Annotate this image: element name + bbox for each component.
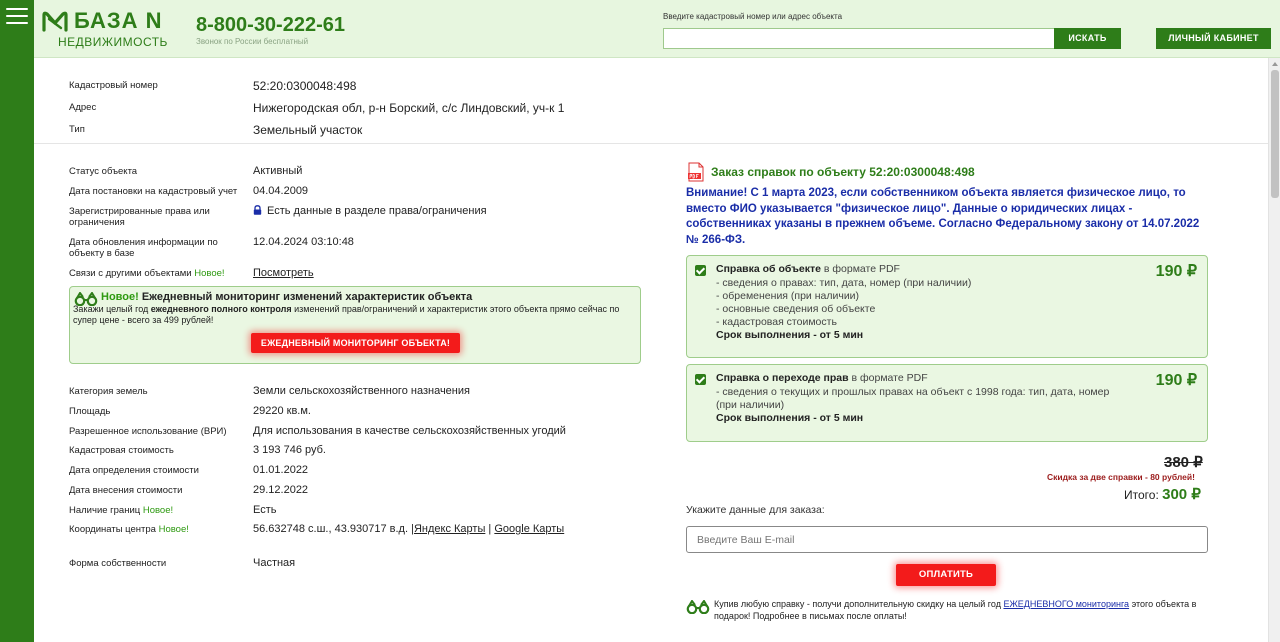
old-price: 380 ₽ [1164, 454, 1203, 471]
total-price [1124, 485, 1201, 503]
card-name: Справка об объекте [716, 263, 821, 275]
bonus-text: этого объекта в подарок! Подробнее в письмах после оплаты! [714, 599, 1197, 621]
order-title: Заказ справок по объекту 52:20:0300048:498 [711, 165, 975, 179]
monitoring-link[interactable]: ЕЖЕДНЕВНОГО мониторинга [1003, 599, 1130, 609]
card-format: в формате PDF [848, 372, 928, 384]
object-summary [34, 58, 1268, 144]
lock-icon [253, 205, 262, 215]
links-view-link[interactable]: Посмотреть [253, 267, 314, 279]
card-description [716, 277, 971, 342]
left-sidebar [0, 0, 34, 642]
cabinet-button[interactable]: ЛИЧНЫЙ КАБИНЕТ [1156, 28, 1271, 49]
total-value: 300 ₽ [1162, 486, 1201, 503]
status-value: Активный [253, 165, 303, 177]
card-name: Справка о переходе прав [716, 372, 849, 384]
pay-button[interactable]: ОПЛАТИТЬ [896, 564, 996, 586]
logo-icon [42, 10, 68, 34]
monitoring-text [73, 304, 633, 326]
discount-note: Скидка за две справки - 80 рублей! [1047, 472, 1195, 482]
phone-note: Звонок по России бесплатный [196, 37, 309, 46]
monitoring-text-part: изменений прав/ограничений и характеристик этого объекта прямо сейчас по супер цене - всего за 499 рублей! [73, 304, 620, 325]
update-label: Дата обновления информации по объекту в базе [69, 237, 218, 259]
cost-date-label: Дата определения стоимости [69, 465, 199, 476]
scroll-thumb[interactable] [1271, 70, 1279, 198]
area-value: 29220 кв.м. [253, 405, 311, 417]
monitoring-button[interactable]: ЕЖЕДНЕВНЫЙ МОНИТОРИНГ ОБЪЕКТА! [251, 333, 460, 353]
checkbox-checked-icon[interactable] [695, 374, 706, 385]
certificate-card-rights-transfer[interactable] [686, 364, 1208, 442]
usage-label: Разрешенное использование (ВРИ) [69, 426, 227, 437]
logo-title: БАЗА N [74, 8, 163, 33]
reg-date-value: 04.04.2009 [253, 185, 309, 197]
card-line: (при наличии) [716, 399, 785, 411]
phone-number[interactable]: 8-800-30-222-61 [196, 14, 345, 36]
scrollbar[interactable] [1268, 58, 1280, 642]
card-line: - обременения (при наличии) [716, 290, 860, 302]
search-caption: Введите кадастровый номер или адрес объекта [663, 12, 843, 21]
scroll-up-arrow-icon[interactable] [1272, 62, 1278, 66]
monitoring-text-part: Закажи целый год [73, 304, 151, 314]
email-field[interactable] [686, 526, 1208, 553]
card-heading [716, 263, 900, 275]
bonus-note [714, 598, 1214, 622]
rights-label: Зарегистрированные права или ограничения [69, 206, 210, 228]
cost-entry-value: 29.12.2022 [253, 484, 309, 496]
coords-text: 56.632748 с.ш., 43.930717 в.д. [253, 523, 409, 535]
card-deadline: Срок выполнения - от 5 мин [716, 329, 864, 341]
coords-value [253, 523, 564, 535]
monitoring-title [101, 291, 472, 303]
cost-label: Кадастровая стоимость [69, 445, 174, 456]
reg-date-label: Дата постановки на кадастровый учет [69, 186, 238, 197]
menu-icon[interactable] [6, 8, 28, 24]
type-value: Земельный участок [253, 123, 363, 137]
card-price: 190 ₽ [1155, 372, 1197, 389]
checkbox-checked-icon[interactable] [695, 265, 706, 276]
card-price: 190 ₽ [1155, 263, 1197, 280]
total-label: Итого: [1124, 488, 1159, 502]
cadastral-label: Кадастровый номер [69, 80, 158, 91]
ownership-value: Частная [253, 557, 296, 569]
borders-label-text: Наличие границ [69, 505, 141, 516]
new-tag: Новое! [194, 268, 225, 279]
main-content [34, 58, 1268, 642]
search-input[interactable] [663, 28, 1055, 49]
card-line: - кадастровая стоимость [716, 316, 837, 328]
links-label [69, 268, 249, 279]
new-tag: Новое! [142, 505, 174, 516]
update-value: 12.04.2024 03:10:48 [253, 236, 354, 248]
borders-value: Есть [253, 504, 277, 516]
logo-subtitle: НЕДВИЖИМОСТЬ [58, 35, 168, 49]
rights-text: Есть данные в разделе права/ограничения [267, 205, 487, 217]
card-description [716, 386, 1109, 425]
pdf-icon [688, 162, 704, 182]
address-label: Адрес [69, 102, 97, 113]
category-label: Категория земель [69, 386, 148, 397]
monitoring-promo [69, 286, 641, 364]
monitoring-text-bold: ежедневного полного контроля [150, 304, 292, 314]
separator: | [411, 523, 414, 535]
new-tag: Новое! [158, 524, 189, 535]
rights-value [253, 205, 487, 217]
coords-label [69, 524, 249, 535]
coords-label-text: Координаты центра [69, 524, 156, 535]
monitoring-title-text: Ежедневный мониторинг изменений характеристик объекта [141, 291, 473, 303]
certificate-card-object[interactable] [686, 255, 1208, 358]
cost-date-value: 01.01.2022 [253, 464, 309, 476]
card-deadline: Срок выполнения - от 5 мин [716, 412, 864, 424]
cost-value: 3 193 746 руб. [253, 444, 326, 456]
cadastral-value: 52:20:0300048:498 [253, 79, 357, 93]
new-tag: Новое! [101, 291, 139, 303]
usage-value: Для использования в качестве сельскохозяйственных угодий [253, 425, 566, 437]
binoculars-icon [686, 600, 710, 614]
search-button[interactable]: ИСКАТЬ [1054, 28, 1121, 49]
logo[interactable] [42, 10, 182, 52]
site-header [34, 0, 1280, 58]
card-heading [716, 372, 928, 384]
card-format: в формате PDF [820, 263, 900, 275]
email-caption: Укажите данные для заказа: [686, 504, 825, 516]
area-label: Площадь [69, 406, 111, 417]
card-line: - сведения о правах: тип, дата, номер (при наличии) [716, 277, 972, 289]
separator: | [488, 523, 492, 535]
category-value: Земли сельскохозяйственного назначения [253, 385, 470, 397]
warning-text: Внимание! С 1 марта 2023, если собственником объекта является физическое лицо, то вместо ФИО указывается "физическое лицо". Данные о юридических лицах - собственниках указаны в прежнем объеме. Согласно Федеральному закону от 14.07.2022 № 266-ФЗ. [686, 187, 1200, 246]
status-label: Статус объекта [69, 166, 138, 177]
borders-label [69, 505, 249, 516]
bonus-text: Купив любую справку - получи дополнительную скидку на целый год [714, 599, 1004, 609]
address-value: Нижегородская обл, р-н Борский, с/с Линдовский, уч-к 1 [253, 101, 565, 115]
yandex-maps-link[interactable]: Яндекс Карты [413, 523, 486, 535]
type-label: Тип [69, 124, 85, 135]
cost-entry-label: Дата внесения стоимости [69, 485, 183, 496]
links-label-text: Связи с другими объектами [69, 268, 192, 279]
google-maps-link[interactable]: Google Карты [494, 523, 565, 535]
card-line: - сведения о текущих и прошлых правах на объект с 1998 года: тип, дата, номер [716, 386, 1110, 398]
ownership-label: Форма собственности [69, 558, 167, 569]
card-line: - основные сведения об объекте [716, 303, 876, 315]
